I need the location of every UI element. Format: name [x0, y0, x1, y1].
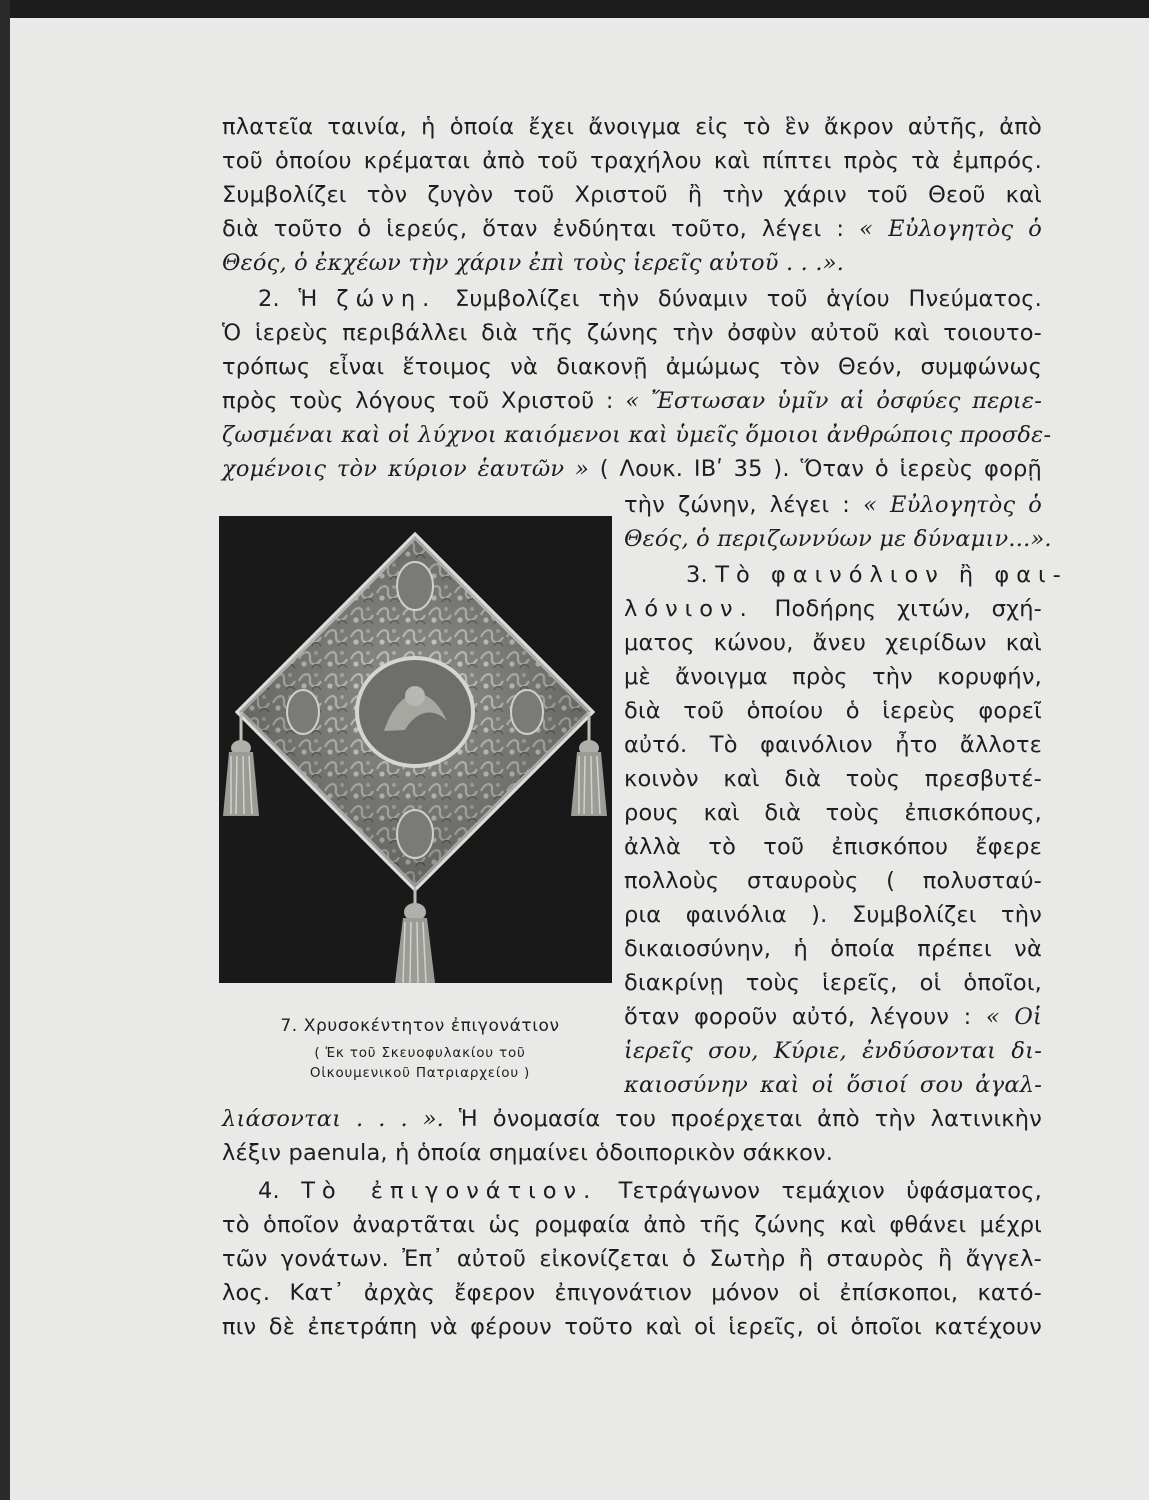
text-line: Ὁ ἱερεὺς περιβάλλει διὰ τῆς ζώνης τὴν ὀσφὺν αὐτοῦ καὶ τοιουτο-: [222, 320, 1042, 346]
text-line: πρὸς τοὺς λόγους τοῦ Χριστοῦ : « Ἔστωσαν ὑμῖν αἱ ὀσφύες περιε-: [222, 388, 1042, 414]
text-line: 2. Ἡ ζώνη. Συμβολίζει τὴν δύναμιν τοῦ ἁγίου Πνεύματος.: [258, 286, 1043, 312]
text-line: ἱερεῖς σου, Κύριε, ἐνδύσονται δι-: [624, 1038, 1042, 1064]
scan-border-left: [0, 0, 10, 1500]
epigonation-photo: [219, 516, 612, 983]
text-line: ζωσμέναι καὶ οἱ λύχνοι καιόμενοι καὶ ὑμεῖς ὅμοιοι ἀνθρώποις προσδε-: [222, 422, 1052, 448]
figure-caption: 7. Χρυσοκέντητον ἐπιγονάτιον: [280, 1016, 560, 1036]
figure-source-line: ( Ἐκ τοῦ Σκευοφυλακίου τοῦ: [314, 1045, 526, 1061]
text-line: ρους καὶ διὰ τοὺς ἐπισκόπους,: [624, 800, 1042, 826]
text-line: πλατεῖα ταινία, ἡ ὁποία ἔχει ἄνοιγμα εἰς τὸ ἓν ἄκρον αὐτῆς, ἀπὸ: [222, 114, 1042, 140]
text-line: λος. Κατ᾽ ἀρχὰς ἔφερον ἐπιγονάτιον μόνον οἱ ἐπίσκοποι, κατό-: [222, 1280, 1042, 1306]
text-line: 3. Τὸ φαινόλιον ἢ φαι-: [686, 562, 1068, 588]
epigonation-illustration: [219, 516, 612, 983]
text-line: πολλοὺς σταυροὺς ( πολυσταύ-: [624, 868, 1042, 894]
text-line: δικαιοσύνην, ἡ ὁποία πρέπει νὰ: [624, 936, 1042, 962]
text-line: καιοσύνην καὶ οἱ ὅσιοί σου ἀγαλ-: [624, 1072, 1042, 1098]
text-line: αὐτό. Τὸ φαινόλιον ἦτο ἄλλοτε: [624, 732, 1042, 758]
text-line: 4. Τὸ ἐπιγονάτιον. Τετράγωνον τεμάχιον ὑφάσματος,: [258, 1178, 1042, 1204]
text-line: τρόπως εἶναι ἕτοιμος νὰ διακονῇ ἀμώμως τὸν Θεόν, συμφώνως: [222, 354, 1042, 380]
text-line: διὰ τοῦ ὁποίου ὁ ἱερεὺς φορεῖ: [624, 698, 1042, 724]
text-line: διακρίνῃ τοὺς ἱερεῖς, οἱ ὁποῖοι,: [624, 970, 1042, 996]
text-line: Θεός, ὁ ἐκχέων τὴν χάριν ἐπὶ τοὺς ἱερεῖς αὐτοῦ . . .».: [222, 250, 845, 276]
scan-border-top: [0, 0, 1149, 18]
text-line: τὸ ὁποῖον ἀναρτᾶται ὡς ρομφαία ἀπὸ τῆς ζώνης καὶ φθάνει μέχρι: [222, 1212, 1042, 1238]
text-line: ὅταν φοροῦν αὐτό, λέγουν : « Οἱ: [624, 1004, 1042, 1030]
text-line: χομένοις τὸν κύριον ἑαυτῶν » ( Λουκ. ΙΒʹ 35 ). Ὅταν ὁ ἱερεὺς φορῇ: [222, 456, 1042, 482]
text-line: λέξιν paenula, ἡ ὁποία σημαίνει ὁδοιπορικὸν σάκκον.: [222, 1140, 834, 1166]
text-line: τὴν ζώνην, λέγει : « Εὐλογητὸς ὁ: [624, 492, 1042, 518]
text-line: λόνιον. Ποδήρης χιτών, σχή-: [624, 596, 1043, 622]
text-line: μὲ ἄνοιγμα πρὸς τὴν κορυφήν,: [624, 664, 1042, 690]
text-line: πιν δὲ ἐπετράπη νὰ φέρουν τοῦτο καὶ οἱ ἱερεῖς, οἱ ὁποῖοι κατέχουν: [222, 1314, 1042, 1340]
text-line: Θεός, ὁ περιζωννύων με δύναμιν...».: [624, 526, 1052, 552]
text-line: κοινὸν καὶ διὰ τοὺς πρεσβυτέ-: [624, 766, 1042, 792]
text-line: Συμβολίζει τὸν ζυγὸν τοῦ Χριστοῦ ἢ τὴν χάριν τοῦ Θεοῦ καὶ: [222, 182, 1042, 208]
text-line: λιάσονται . . . ». Ἡ ὀνομασία του προέρχεται ἀπὸ τὴν λατινικὴν: [222, 1106, 1042, 1132]
text-line: τῶν γονάτων. Ἐπ᾽ αὐτοῦ εἰκονίζεται ὁ Σωτὴρ ἢ σταυρὸς ἢ ἄγγελ-: [222, 1246, 1042, 1272]
figure-source-line: Οἰκουμενικοῦ Πατριαρχείου ): [309, 1065, 531, 1081]
text-line: ρια φαινόλια ). Συμβολίζει τὴν: [624, 902, 1042, 928]
text-line: ματος κώνου, ἄνευ χειρίδων καὶ: [624, 630, 1042, 656]
text-line: ἀλλὰ τὸ τοῦ ἐπισκόπου ἔφερε: [624, 834, 1042, 860]
text-line: διὰ τοῦτο ὁ ἱερεύς, ὅταν ἐνδύηται τοῦτο, λέγει : « Εὐλογητὸς ὁ: [222, 216, 1042, 242]
text-line: τοῦ ὁποίου κρέμαται ἀπὸ τοῦ τραχήλου καὶ πίπτει πρὸς τὰ ἐμπρός.: [222, 148, 1042, 174]
